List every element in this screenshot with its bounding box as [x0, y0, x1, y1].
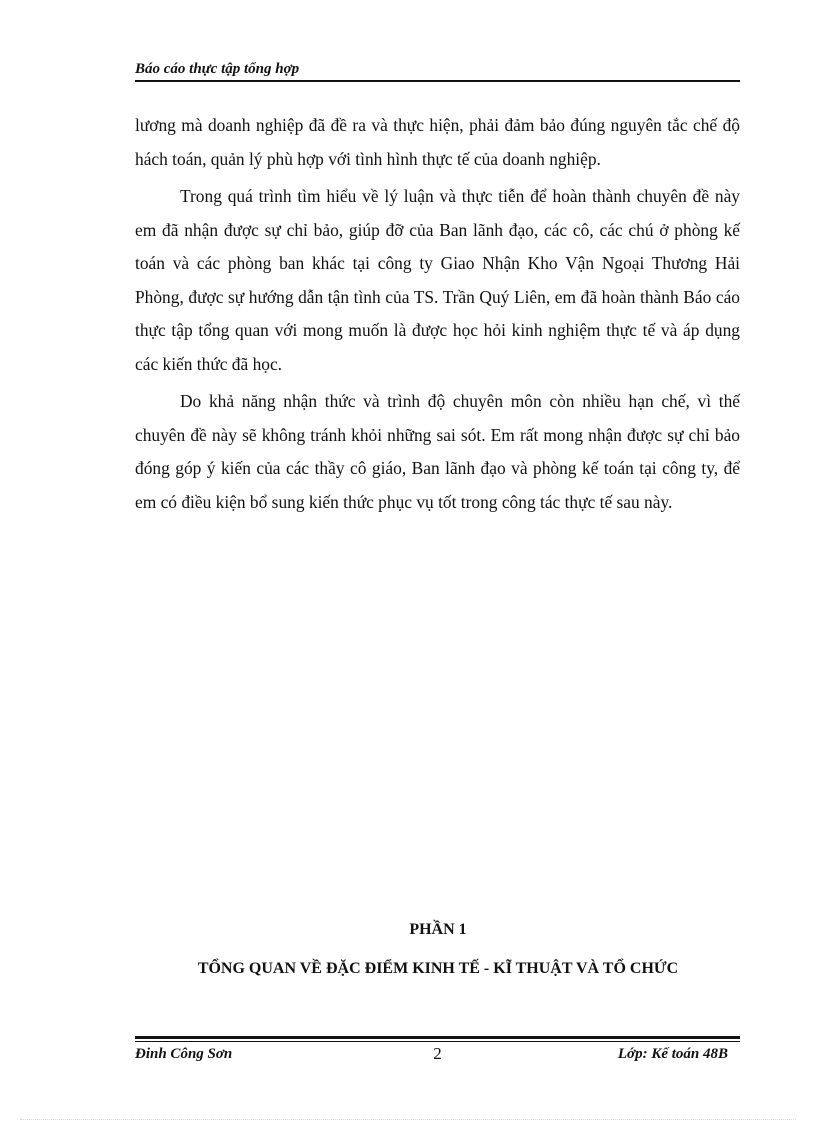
part-heading: TỔNG QUAN VỀ ĐẶC ĐIỂM KINH TẾ - KĨ THUẬT VÀ TỔ CHỨC: [197, 960, 679, 977]
paragraph-1: lương mà doanh nghiệp đã đề ra và thực hiện, phải đảm bảo đúng nguyên tắc chế độ hách toán, quản lý phù hợp với tình hình thực tế của doanh nghiệp.: [135, 115, 740, 169]
paragraph-3: Do khả năng nhận thức và trình độ chuyên môn còn nhiều hạn chế, vì thế chuyên đề này sẽ không tránh khỏi những sai sót. Em rất mong nhận được sự chỉ bảo đóng góp ý kiến của các thầy cô giáo, Ban lãnh đạo và phòng kế toán tại công ty, để em có điều kiện bổ sung kiến thức phục vụ tốt trong công tác thực tế sau này.: [135, 391, 740, 512]
footer-page-number: 2: [433, 1044, 442, 1063]
page-footer: [135, 1036, 740, 1066]
footer-class-label: Lớp: Kế toán 48B: [617, 1046, 728, 1062]
page-header: [135, 60, 740, 82]
part-number: PHẦN 1: [409, 921, 467, 938]
footer-author: Đinh Công Sơn: [135, 1046, 233, 1062]
header-title: Báo cáo thực tập tổng hợp: [135, 61, 300, 77]
paragraph-2: Trong quá trình tìm hiểu về lý luận và thực tiễn để hoàn thành chuyên đề này em đã nhận được sự chỉ bảo, giúp đỡ của Ban lãnh đạo, các cô, các chú ở phòng kế toán và các phòng ban khác tại công ty Giao Nhận Kho Vận Ngoại Thương Hải Phòng, được sự hướng dẫn tận tình của TS. Trần Quý Liên, em đã hoàn thành Báo cáo thực tập tổng quan với mong muốn là được học hỏi kinh nghiệm thực tế và áp dụng các kiến thức đã học.: [135, 186, 740, 374]
page-edge-divider: [20, 1119, 796, 1120]
footer-rule-thin: [135, 1041, 740, 1042]
body-text: [135, 109, 740, 523]
